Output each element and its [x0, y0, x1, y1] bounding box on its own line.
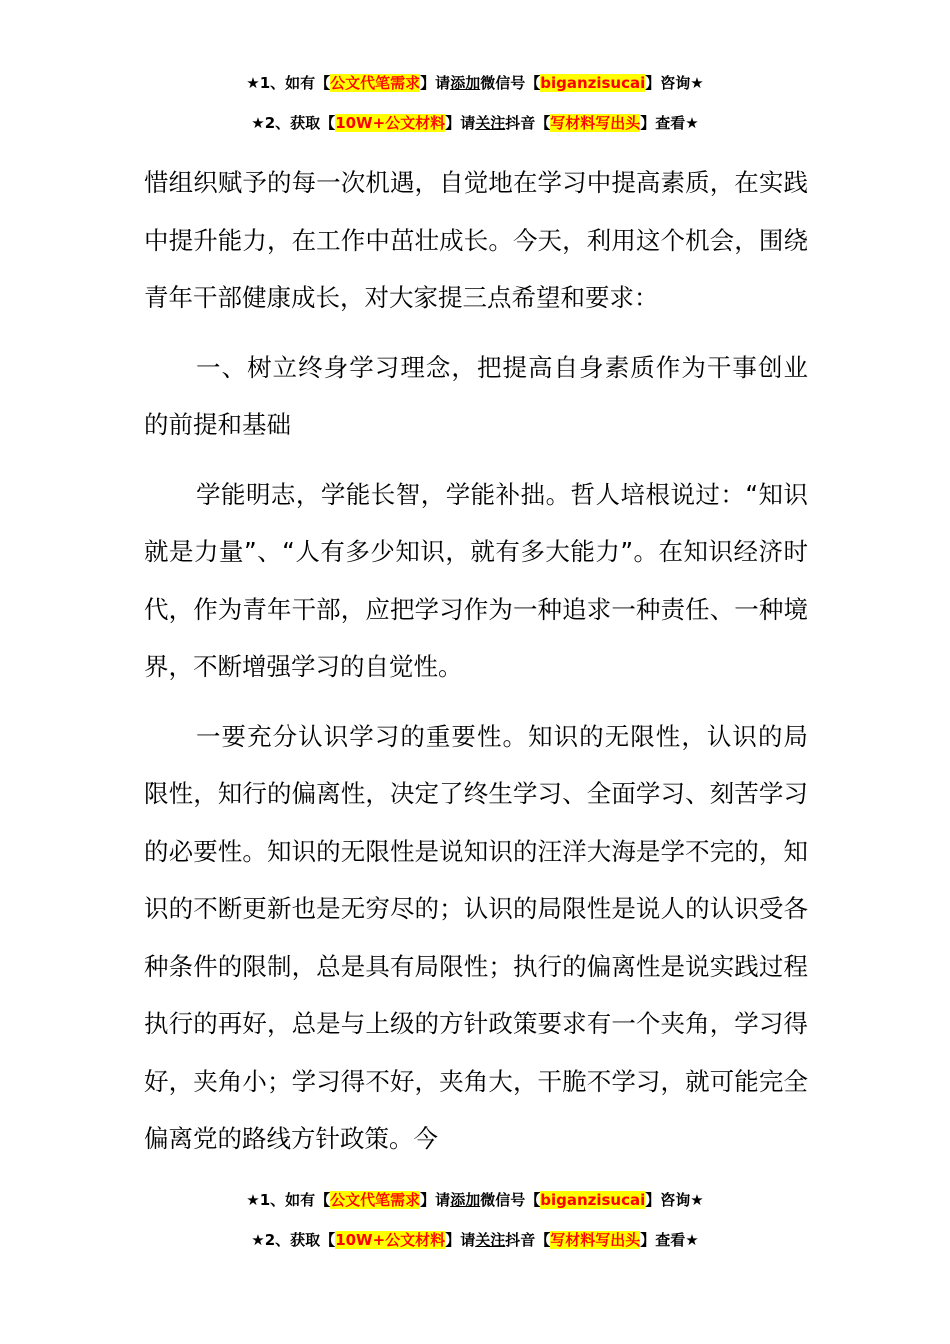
footer-line-2 — [0, 1220, 950, 1260]
section-heading-1: 一、树立终身学习理念，把提高自身素质作为干事创业的前提和基础 — [144, 352, 808, 439]
footer-line-2-mid2: 抖音【 — [505, 1231, 551, 1249]
banner-highlight-douyin-id: 写材料写出头 — [550, 114, 641, 132]
footer-underline-follow: 关注 — [475, 1231, 506, 1249]
footer-highlight-wechat-id: biganzisucai — [540, 1191, 646, 1209]
banner-highlight-wechat-id: biganzisucai — [540, 74, 646, 92]
footer-line-1-suffix: 】咨询★ — [645, 1191, 704, 1209]
header-banner — [0, 63, 950, 143]
banner-line-2-prefix: ★2、获取【 — [251, 114, 336, 132]
footer-line-1-mid: 】请 — [420, 1191, 451, 1209]
footer-underline-add: 添加 — [450, 1191, 481, 1209]
paragraph-importance: 一要充分认识学习的重要性。知识的无限性，认识的局限性，知行的偏离性，决定了终生学习、全面学习、刻苦学习的必要性。知识的无限性是说知识的汪洋大海是学不完的，知识的不断更新也是无穷尽的；认识的局限性是说人的认识受各种条件的限制，总是具有局限性；执行的偏离性是说实践过程执行的再好，总是与上级的方针政策要求有一个夹角，学习得好，夹角小；学习得不好，夹角大，干脆不学习，就可能完全偏离党的路线方针政策。今 — [144, 721, 808, 1153]
banner-line-1-mid: 】请 — [420, 74, 451, 92]
banner-highlight-service: 公文代笔需求 — [330, 74, 421, 92]
footer-banner — [0, 1180, 950, 1260]
footer-line-1 — [0, 1180, 950, 1220]
footer-line-1-mid2: 微信号【 — [480, 1191, 541, 1209]
banner-line-1-suffix: 】咨询★ — [645, 74, 704, 92]
paragraph-intro: 惜组织赋予的每一次机遇，自觉地在学习中提高素质，在实践中提升能力，在工作中茁壮成长。今天，利用这个机会，围绕青年干部健康成长，对大家提三点希望和要求： — [144, 168, 808, 312]
footer-highlight-materials: 10W+公文材料 — [335, 1231, 446, 1249]
document-body — [144, 154, 808, 1168]
banner-line-2-suffix: 】查看★ — [640, 114, 699, 132]
banner-highlight-materials: 10W+公文材料 — [335, 114, 446, 132]
footer-line-2-prefix: ★2、获取【 — [251, 1231, 336, 1249]
banner-line-2-mid2: 抖音【 — [505, 114, 551, 132]
banner-line-1 — [0, 63, 950, 103]
footer-line-2-mid: 】请 — [445, 1231, 476, 1249]
footer-line-2-suffix: 】查看★ — [640, 1231, 699, 1249]
footer-highlight-douyin-id: 写材料写出头 — [550, 1231, 641, 1249]
banner-line-1-prefix: ★1、如有【 — [246, 74, 331, 92]
footer-line-1-prefix: ★1、如有【 — [246, 1191, 331, 1209]
banner-underline-follow: 关注 — [475, 114, 506, 132]
banner-line-1-mid2: 微信号【 — [480, 74, 541, 92]
banner-underline-add: 添加 — [450, 74, 481, 92]
banner-line-2-mid: 】请 — [445, 114, 476, 132]
paragraph-learning: 学能明志，学能长智，学能补拙。哲人培根说过：“知识就是力量”、“人有多少知识，就有多大能力”。在知识经济时代，作为青年干部，应把学习作为一种追求一种责任、一种境界，不断增强学习的自觉性。 — [144, 479, 808, 681]
footer-highlight-service: 公文代笔需求 — [330, 1191, 421, 1209]
banner-line-2 — [0, 103, 950, 143]
